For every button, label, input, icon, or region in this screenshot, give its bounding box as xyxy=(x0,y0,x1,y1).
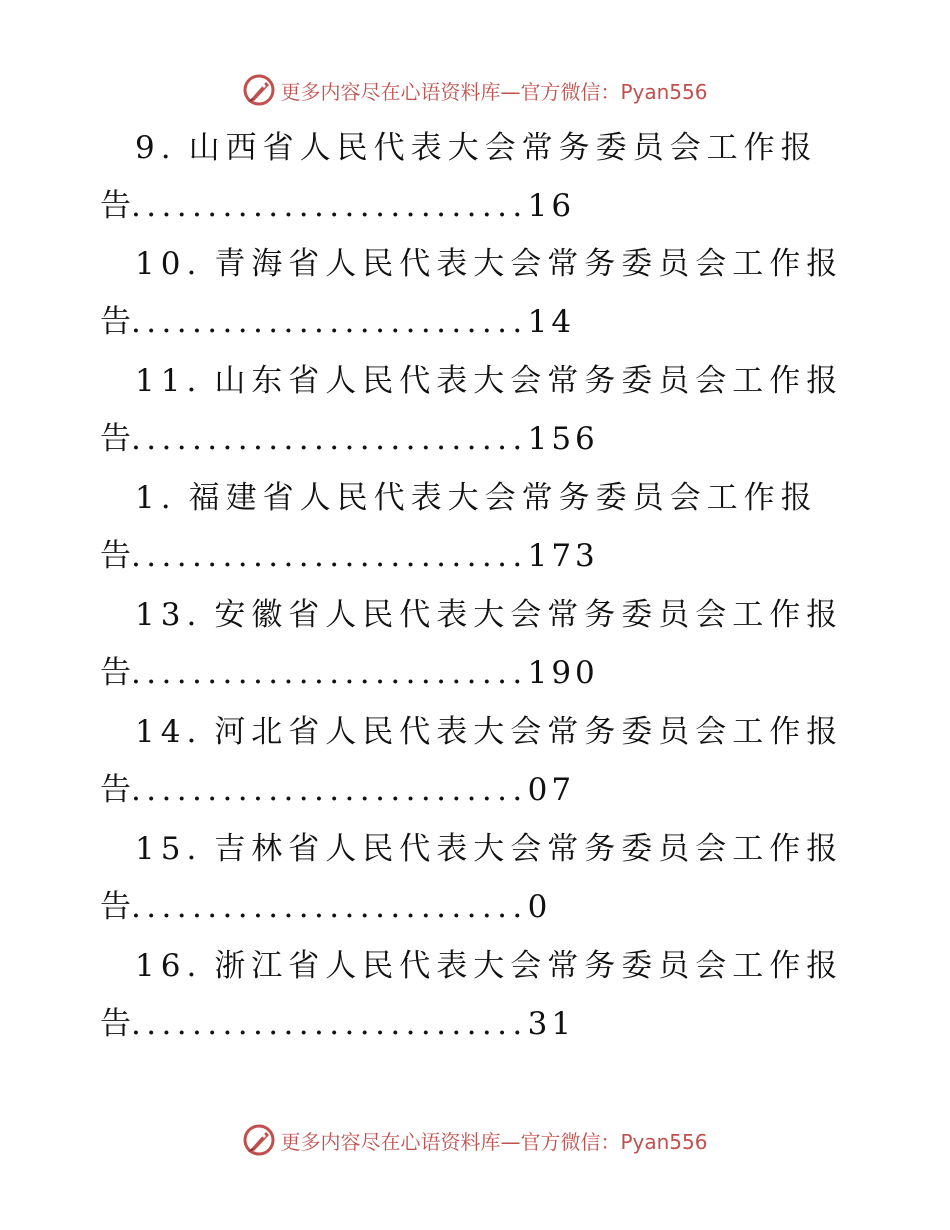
toc-entry-title xyxy=(135,595,843,635)
toc-entry-page: 0 xyxy=(527,889,552,925)
toc-entry-leader xyxy=(100,653,599,693)
toc-leader-dots: .......................... xyxy=(131,772,528,808)
toc-leader-prefix: 告 xyxy=(100,1006,131,1042)
toc-entry-leader xyxy=(100,1004,575,1044)
pen-nib-logo-icon xyxy=(242,1123,276,1157)
toc-entry-leader xyxy=(100,770,575,810)
toc-leader-dots: .......................... xyxy=(131,421,528,457)
toc-entry-text: 山东省人民代表大会常务委员会工作报 xyxy=(214,363,844,399)
header-banner-text: 更多内容尽在心语资料库—官方微信：Pyan556 xyxy=(280,79,708,104)
header-banner xyxy=(0,70,950,110)
toc-entry-text: 安徽省人民代表大会常务委员会工作报 xyxy=(214,597,844,633)
toc-leader-prefix: 告 xyxy=(100,772,131,808)
toc-entry-text: 浙江省人民代表大会常务委员会工作报 xyxy=(214,948,844,984)
toc-entry-page: 190 xyxy=(527,655,599,691)
toc-entry-text: 青海省人民代表大会常务委员会工作报 xyxy=(214,246,844,282)
toc-entry-number: 11. xyxy=(135,363,203,399)
toc-entry-number: 9. xyxy=(135,130,177,166)
toc-leader-prefix: 告 xyxy=(100,188,131,224)
toc-leader-dots: .......................... xyxy=(131,1006,528,1042)
toc-entry-title xyxy=(135,128,818,168)
toc-entry-page: 14 xyxy=(527,304,576,340)
toc-entry-text: 河北省人民代表大会常务委员会工作报 xyxy=(214,714,844,750)
toc-leader-dots: .......................... xyxy=(131,655,528,691)
toc-leader-dots: .......................... xyxy=(131,889,528,925)
toc-entry-page: 156 xyxy=(527,421,599,457)
toc-leader-dots: .......................... xyxy=(131,188,528,224)
toc-entry-number: 16. xyxy=(135,948,203,984)
footer-banner-text: 更多内容尽在心语资料库—官方微信：Pyan556 xyxy=(280,1129,708,1154)
toc-entry-leader xyxy=(100,536,599,576)
toc-entry-title xyxy=(135,712,843,752)
toc-leader-prefix: 告 xyxy=(100,655,131,691)
toc-entry-leader xyxy=(100,887,551,927)
toc-entry-page: 07 xyxy=(527,772,576,808)
toc-entry-leader xyxy=(100,186,575,226)
toc-entry-number: 1. xyxy=(135,480,177,516)
toc-entry-title xyxy=(135,244,843,284)
toc-entry-title xyxy=(135,946,843,986)
toc-entry-title xyxy=(135,361,843,401)
toc-entry-title xyxy=(135,478,818,518)
toc-entry-page: 31 xyxy=(527,1006,576,1042)
toc-entry-number: 13. xyxy=(135,597,203,633)
footer-banner xyxy=(0,1120,950,1160)
toc-entry-title xyxy=(135,829,843,869)
pen-nib-logo-icon xyxy=(242,73,276,107)
toc-leader-prefix: 告 xyxy=(100,421,131,457)
toc-entry-page: 173 xyxy=(527,538,599,574)
toc-leader-prefix: 告 xyxy=(100,304,131,340)
toc-leader-dots: .......................... xyxy=(131,538,528,574)
toc-entry-leader xyxy=(100,302,575,342)
toc-leader-prefix: 告 xyxy=(100,538,131,574)
toc-entry-text: 福建省人民代表大会常务委员会工作报 xyxy=(188,480,818,516)
toc-entry-text: 吉林省人民代表大会常务委员会工作报 xyxy=(214,831,844,867)
toc-entry-number: 10. xyxy=(135,246,203,282)
toc-leader-prefix: 告 xyxy=(100,889,131,925)
toc-entry-text: 山西省人民代表大会常务委员会工作报 xyxy=(188,130,818,166)
toc-entry-page: 16 xyxy=(527,188,576,224)
toc-entry-leader xyxy=(100,419,599,459)
toc-leader-dots: .......................... xyxy=(131,304,528,340)
toc-entry-number: 14. xyxy=(135,714,203,750)
toc-entry-number: 15. xyxy=(135,831,203,867)
